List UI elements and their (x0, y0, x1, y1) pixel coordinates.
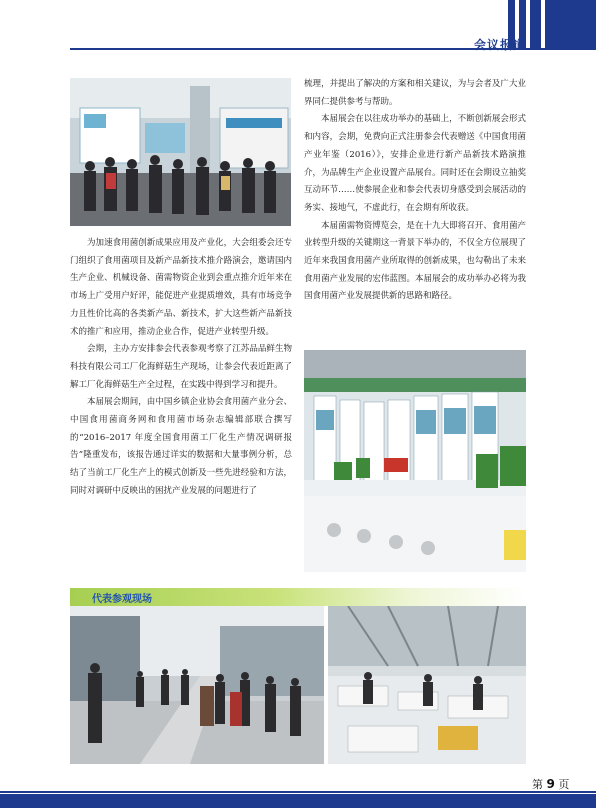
paragraph: 本届展会在以往成功举办的基础上，不断创新展会形式和内容，会期，免费向正式注册参会代表赠送《中国食用菌产业年鉴（2016）》，安排企业进行新产品新技术路演推介，为品牌生产企业设置产品展台。同时还在会期设立抽奖互动环节……使参展企业和参会代表切身感受到会展活动的务实、接地气，不虚此行，在会期有所收获。 (304, 114, 526, 213)
photo-factory-line (328, 606, 526, 764)
footer-band (0, 794, 596, 808)
right-column (304, 76, 526, 306)
section-title: 会议报道 (473, 38, 526, 52)
paragraph: 本届菌需物资博览会，是在十九大即将召开、食用菌产业转型升级的关键期这一背景下举办的，不仅全方位展现了近年来我国食用菌产业所取得的创新成果，也勾勒出了未来食用菌产业发展的宏伟蓝图。本届展会的成功举办必将为我国食用菌产业发展提供新的思路和路径。 (304, 220, 526, 302)
paragraph: 本届展会期间，由中国乡镇企业协会食用菌产业分会、中国食用菌商务网和食用菌市场杂志编辑部联合撰写的“2016–2017 年度全国食用菌工厂化生产情况调研报告”隆重发布，该报告通过详实的数据和大量事例分析，总结了当前工厂化生产上的模式创新及一些先进经验和方法，同时对调研中反映出的困扰产业发展的问题进行了 (70, 397, 292, 496)
left-column (70, 235, 292, 501)
paragraph: 为加速食用菌创新成果应用及产业化，大会组委会还专门组织了食用菌项目及新产品新技术推介路演会，邀请国内生产企业、机械设备、菌需物资企业到会重点推介近年来在市场上广受用户好评，能促进产业提质增效，具有市场竞争力且性价比高的各类新产品、新技术，扩大这些新产品新技术的推广和应用，推动企业合作，促进产业转型升级。 (70, 238, 292, 337)
photo-product-display (304, 350, 526, 572)
paragraph: 会期，主办方安排参会代表参观考察了江苏品品鲜生物科技有限公司工厂化海鲜菇生产现场，让参会代表近距离了解工厂化海鲜菇生产全过程，在实践中得到学习和提升。 (70, 344, 292, 390)
page-number: 第 9 页 (532, 777, 570, 791)
paragraph: 梳理，并提出了解决的方案和相关建议，为与会者及广大业界同仁提供参考与帮助。 (304, 79, 526, 107)
section-banner (70, 588, 525, 606)
photo-delegates-visit (70, 606, 324, 764)
banner-label: 代表参观现场 (92, 594, 152, 605)
photo-exhibition-hall (70, 78, 291, 226)
